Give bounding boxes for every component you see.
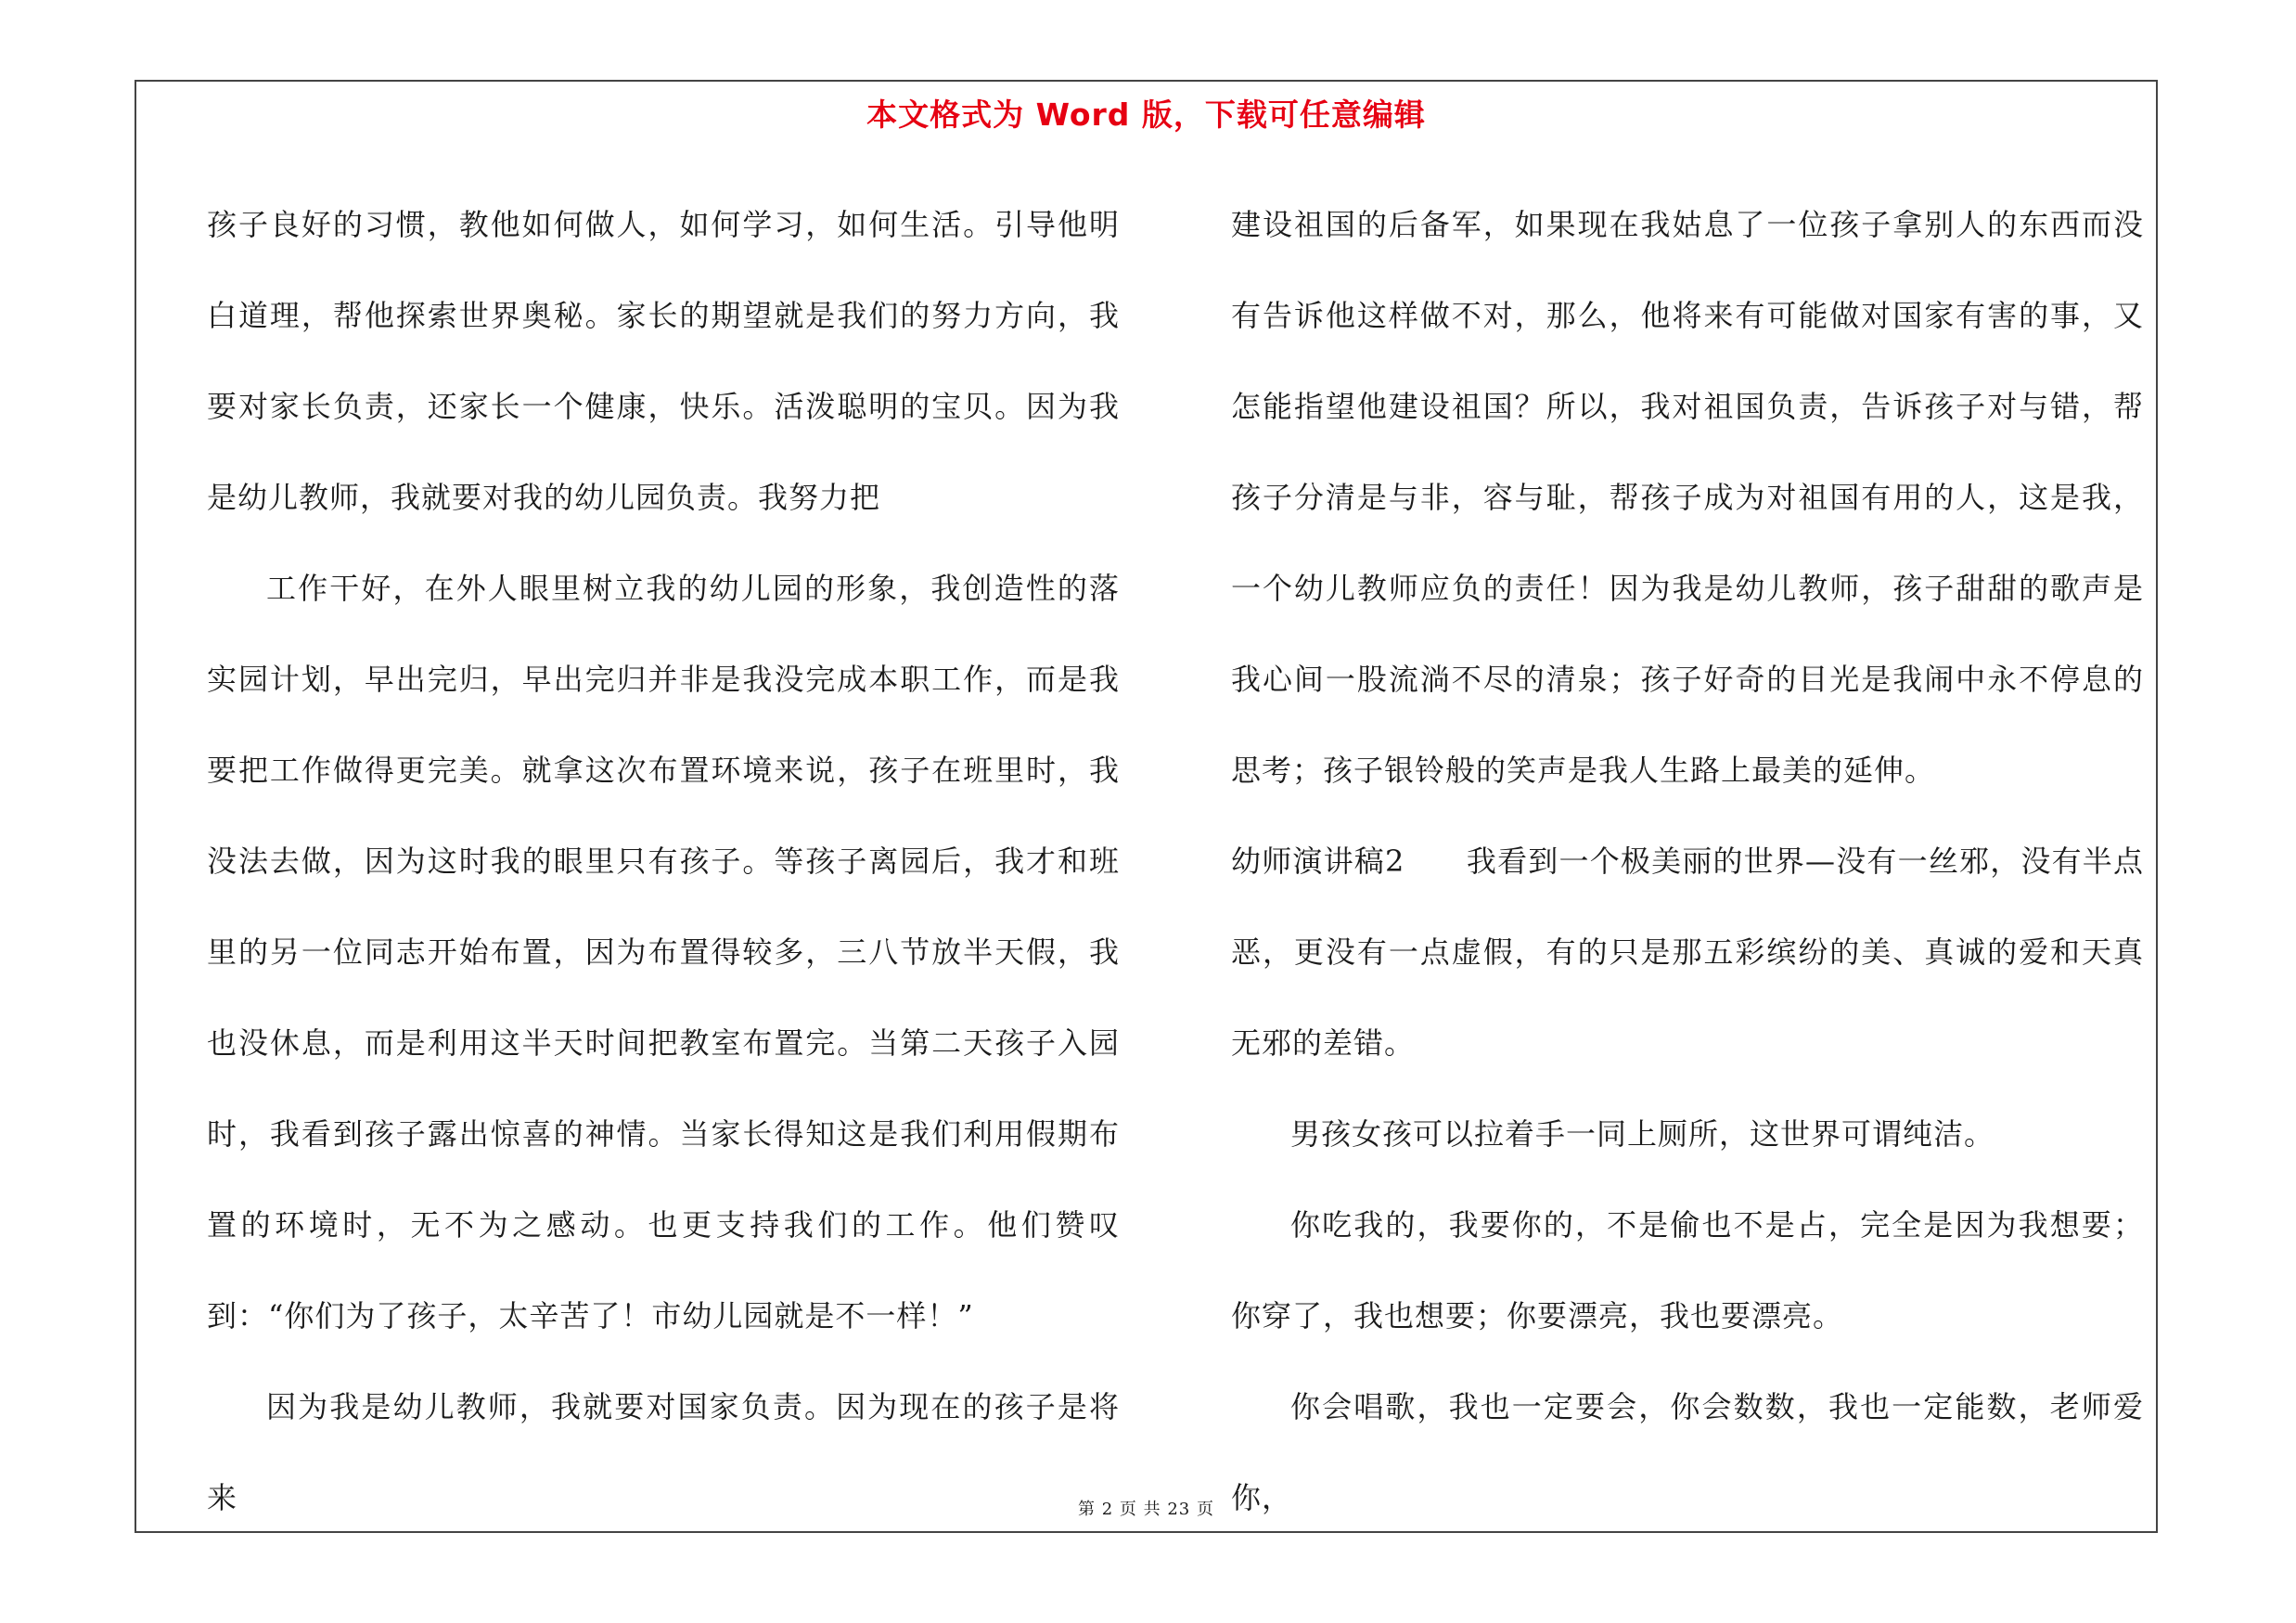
left-text-column [207, 179, 1120, 1543]
body-paragraph: 建设祖国的后备军，如果现在我姑息了一位孩子拿别人的东西而没有告诉他这样做不对，那么，他将来有可能做对国家有害的事，又怎能指望他建设祖国？所以，我对祖国负责，告诉孩子对与错，帮孩子分清是与非，容与耻，帮孩子成为对祖国有用的人，这是我，一个幼儿教师应负的责任！因为我是幼儿教师，孩子甜甜的歌声是我心间一股流淌不尽的清泉；孩子好奇的目光是我闹中永不停息的思考；孩子银铃般的笑声是我人生路上最美的延伸。 [1231, 207, 2144, 788]
word-format-banner: 本文格式为 Word 版，下载可任意编辑 [866, 97, 1426, 133]
body-paragraph: 因为我是幼儿教师，我就要对国家负责。因为现在的孩子是将来 [207, 1389, 1120, 1515]
body-paragraph: 男孩女孩可以拉着手一同上厕所，这世界可谓纯洁。 [1290, 1116, 1995, 1152]
body-paragraph: 你会唱歌，我也一定要会，你会数数，我也一定能数，老师爱你， [1231, 1389, 2144, 1515]
page-number-footer: 第 2 页 共 23 页 [1078, 1500, 1214, 1519]
body-paragraph: 孩子良好的习惯，教他如何做人，如何学习，如何生活。引导他明白道理，帮他探索世界奥秘。家长的期望就是我们的努力方向，我要对家长负责，还家长一个健康，快乐。活泼聪明的宝贝。因为我是幼儿教师，我就要对我的幼儿园负责。我努力把 [207, 207, 1120, 515]
section-heading-paragraph: 幼师演讲稿2 我看到一个极美丽的世界—没有一丝邪，没有半点恶，更没有一点虚假，有的只是那五彩缤纷的美、真诚的爱和天真无邪的差错。 [1231, 844, 2144, 1061]
right-text-column [1231, 179, 2144, 1543]
page-frame [135, 80, 2158, 1533]
body-paragraph: 工作干好，在外人眼里树立我的幼儿园的形象，我创造性的落实园计划，早出完归，早出完归并非是我没完成本职工作，而是我要把工作做得更完美。就拿这次布置环境来说，孩子在班里时，我没法去做，因为这时我的眼里只有孩子。等孩子离园后，我才和班里的另一位同志开始布置，因为布置得较多，三八节放半天假，我也没休息，而是利用这半天时间把教室布置完。当第二天孩子入园时，我看到孩子露出惊喜的神情。当家长得知这是我们利用假期布置的环境时，无不为之感动。也更支持我们的工作。他们赞叹到：“你们为了孩子，太辛苦了！市幼儿园就是不一样！” [207, 571, 1120, 1333]
body-paragraph: 你吃我的，我要你的，不是偷也不是占，完全是因为我想要；你穿了，我也想要；你要漂亮，我也要漂亮。 [1231, 1207, 2144, 1333]
